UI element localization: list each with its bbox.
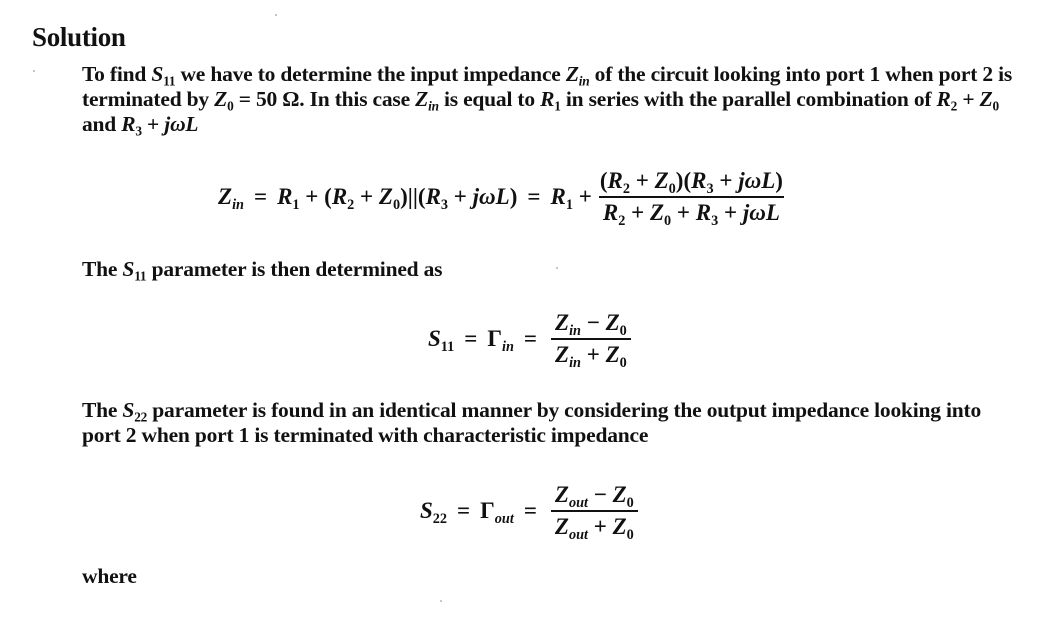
scan-speck xyxy=(33,70,35,72)
paragraph-s22: The $S_{22}$ parameter is found in an identical manner by considering the output impedance looking into port 2 when port 1 is terminated with characteristic impedance xyxy=(82,398,982,447)
equation-s11: $S_{11}$ = $\Gamma_{in}$ = $\frac{Z_{in} - Z_0}{Z_{in} + Z_0}$ xyxy=(428,310,635,368)
scan-speck xyxy=(440,600,442,602)
fraction: $\frac{Z_{out} - Z_0}{Z_{out} + Z_0}$ xyxy=(551,482,638,540)
section-heading: Solution xyxy=(32,22,126,52)
fraction: $\frac{(R_2 + Z_0)(R_3 + j\omega L)}{R_2 + Z_0 + R_3 + j\omega L}$ xyxy=(599,168,783,229)
scan-speck xyxy=(275,14,277,16)
equation-input-impedance: $Z_{in}$ = $R_1 + (R_2 + Z_0)||(R_3 + j\omega L)$ = $R_1$ + $\frac{(R_2 + Z_0)(R_3 + j\omega L)}{R_2 + Z_0 + R_3 + j\omega L}$ xyxy=(218,168,791,226)
equation-s22: $S_{22}$ = $\Gamma_{out}$ = $\frac{Z_{out} - Z_0}{Z_{out} + Z_0}$ xyxy=(420,482,642,540)
paragraph-s11: The $S_{11}$ parameter is then determined as xyxy=(82,257,443,284)
fraction: $\frac{Z_{in} - Z_0}{Z_{in} + Z_0}$ xyxy=(551,310,631,368)
paragraph-where: where xyxy=(82,564,137,588)
scan-speck xyxy=(556,267,558,269)
paragraph-intro: To find $S_{11}$ we have to determine the input impedance $Z_{in}$ of the circuit looking into port 1 when port 2 is terminated by $Z_0 = 50$ Ω. In this case $Z_{in}$ is equal to $R_1$ in series with the parallel combination of $R_2 + Z_0$ and $R_3 + j\omega L$ xyxy=(82,62,1013,139)
